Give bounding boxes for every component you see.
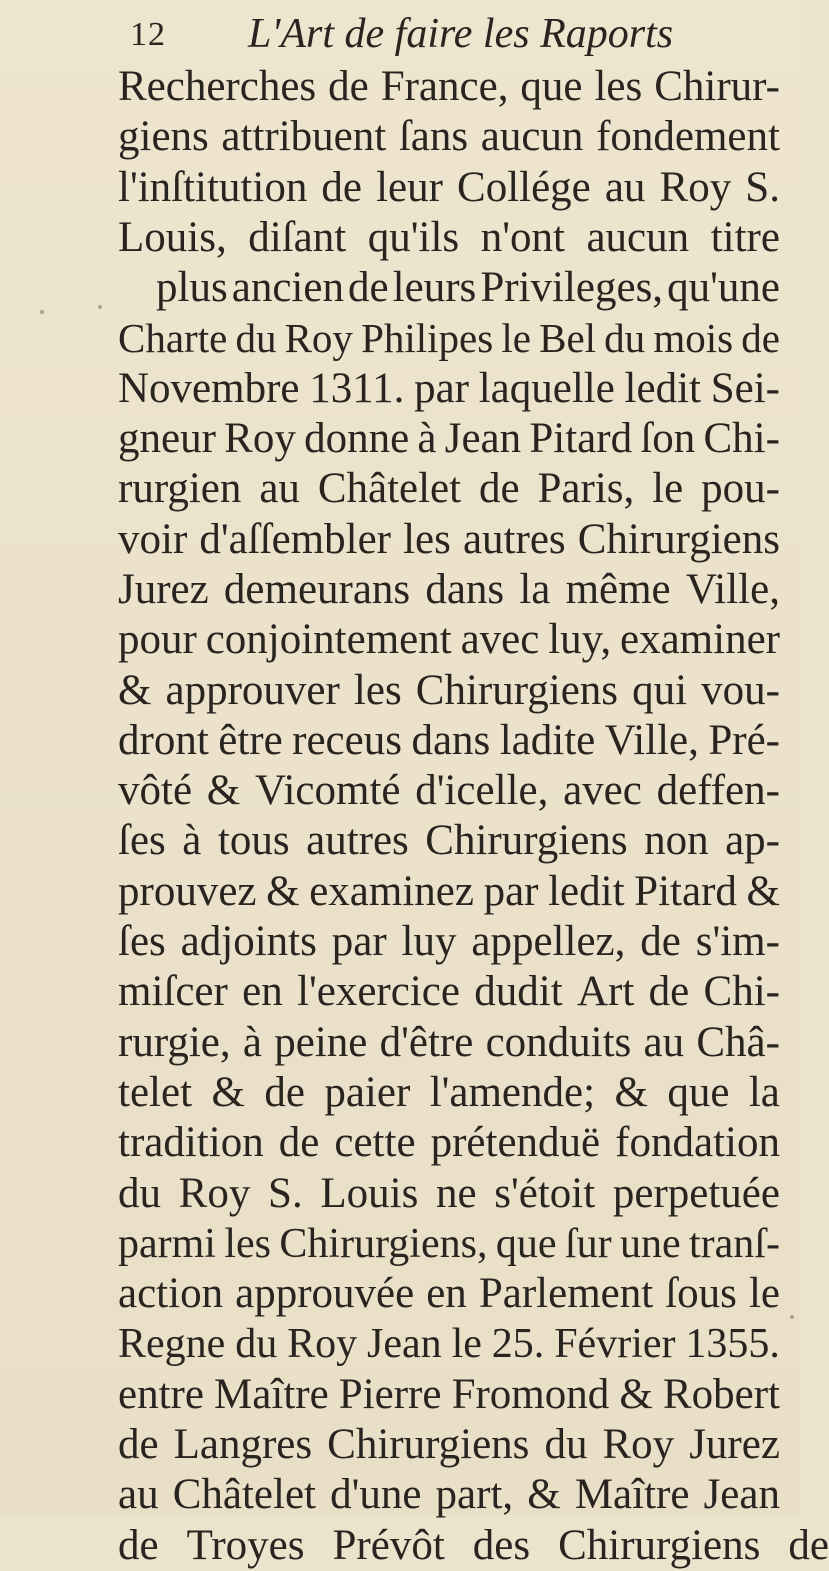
word: prétenduë <box>430 1119 601 1167</box>
word: de <box>278 1119 320 1167</box>
word: ſur <box>564 1220 612 1267</box>
word: dans <box>411 716 491 764</box>
word: ſon <box>640 415 696 463</box>
word: de <box>741 315 780 362</box>
word: parmi <box>118 1220 216 1267</box>
word: Pierre <box>338 1370 442 1418</box>
text-line <box>118 163 780 213</box>
word: Charte <box>118 315 228 362</box>
word: de <box>321 163 362 211</box>
ink-speck <box>40 310 44 314</box>
word: conjointement <box>205 616 452 664</box>
word: vôté <box>118 767 193 815</box>
text-line <box>118 1470 780 1520</box>
text-line <box>118 62 780 112</box>
word: Robert <box>662 1370 780 1418</box>
word: & <box>614 1068 648 1116</box>
word: examinez <box>309 867 474 915</box>
word: Chirurgiens, <box>279 1220 488 1267</box>
word: S. <box>745 163 780 211</box>
word: & <box>527 1471 561 1519</box>
word: les <box>224 1220 272 1267</box>
word: dudit <box>474 968 563 1016</box>
word: de <box>348 264 389 312</box>
word: Chirurgiens <box>425 817 628 865</box>
word: Jean <box>703 1471 780 1519</box>
text-line <box>118 1219 780 1269</box>
word: Novembre <box>118 364 300 412</box>
word: à <box>242 1018 262 1066</box>
word: ancien <box>231 264 344 312</box>
word: Ville, <box>604 716 699 764</box>
word: du <box>544 1421 588 1469</box>
text-line <box>118 1420 780 1470</box>
word: & <box>211 1068 245 1116</box>
word: laquelle <box>478 364 615 412</box>
word: des <box>472 1521 531 1569</box>
text-line <box>118 313 780 363</box>
word: rurgie, <box>118 1018 231 1066</box>
text-line <box>118 1521 829 1571</box>
word: en <box>426 1270 467 1318</box>
word: le <box>748 1270 780 1318</box>
word: du <box>235 1321 278 1368</box>
word: action <box>118 1270 224 1318</box>
word: ſes <box>118 918 166 966</box>
word: vou- <box>701 666 780 714</box>
text-line <box>118 364 780 414</box>
word: Louis <box>320 1169 419 1217</box>
word: les <box>594 63 643 110</box>
text-line <box>118 515 780 565</box>
word: de <box>788 1521 829 1569</box>
text-line <box>118 1068 780 1118</box>
word: Jean <box>444 415 522 463</box>
word: dront <box>118 716 209 764</box>
word: Chi- <box>703 415 780 463</box>
text-line <box>118 867 780 917</box>
text-line <box>118 1269 780 1319</box>
word: ap- <box>725 817 780 865</box>
ink-speck <box>98 305 102 309</box>
word: non <box>644 817 709 865</box>
word: Troyes <box>186 1521 305 1569</box>
word: d'être <box>379 1018 474 1066</box>
word: pour <box>118 616 197 664</box>
word: demeurans <box>223 565 411 613</box>
word: d'aſſembler <box>199 515 391 563</box>
word: de <box>640 918 681 966</box>
word: la <box>519 565 551 613</box>
word: le <box>652 465 684 513</box>
word: qui <box>632 666 688 714</box>
word: Pitard <box>634 867 737 915</box>
word: receus <box>292 716 402 764</box>
word: rurgien <box>118 465 242 513</box>
word: Châtelet <box>317 465 462 513</box>
word: Fromond <box>451 1370 610 1418</box>
word: Châ- <box>696 1018 780 1066</box>
word: les <box>403 515 451 563</box>
word: Chirurgiens <box>558 1521 761 1569</box>
word: du <box>604 315 646 362</box>
word: Maître <box>214 1370 329 1418</box>
word: appellez, <box>471 918 626 966</box>
word: Bel <box>539 315 597 362</box>
text-line <box>118 414 780 464</box>
word: & <box>118 666 152 714</box>
word: même <box>565 565 671 613</box>
word: par <box>331 918 387 966</box>
word: Pré- <box>708 716 780 764</box>
word: Roy <box>602 1421 675 1469</box>
word: & <box>206 767 241 815</box>
word: le <box>451 1321 482 1368</box>
text-line <box>118 1319 780 1369</box>
word: ledit <box>624 364 701 412</box>
word: paier <box>324 1068 411 1116</box>
word: de <box>118 1421 159 1469</box>
word: l'amende; <box>429 1068 596 1116</box>
word: Privileges, <box>480 264 664 312</box>
word: Louis, <box>118 213 227 261</box>
word: de <box>264 1068 305 1116</box>
word: Février <box>554 1321 676 1368</box>
word: adjoints <box>180 918 317 966</box>
word: ladite <box>499 716 596 764</box>
word: ſans <box>398 113 469 161</box>
word: telet <box>118 1068 193 1116</box>
word: approuvée <box>235 1270 415 1318</box>
word: d'une <box>330 1471 422 1519</box>
word: part, <box>435 1471 514 1519</box>
word: s'im- <box>695 918 780 966</box>
word: perpetuée <box>612 1169 780 1217</box>
word: du <box>118 1169 161 1217</box>
word: Paris, <box>537 465 635 513</box>
word: Chirurgiens <box>577 515 780 563</box>
word: plus <box>156 264 228 312</box>
word: 1355. <box>685 1321 780 1368</box>
word: peine <box>274 1018 368 1066</box>
word: conduits <box>485 1018 632 1066</box>
word: leur <box>376 163 443 211</box>
word: autres <box>462 515 566 563</box>
word: approuver <box>165 666 340 714</box>
word: qu'ils <box>367 213 460 261</box>
word: Jurez <box>689 1421 780 1469</box>
word: Art <box>576 968 635 1016</box>
text-line <box>118 967 780 1017</box>
word: & <box>619 1370 653 1418</box>
word: luy, <box>548 616 612 664</box>
text-line <box>118 213 780 263</box>
text-line <box>118 112 780 162</box>
body-text <box>118 62 829 1571</box>
word: titre <box>710 213 780 261</box>
word: Collége <box>457 163 591 211</box>
word: que <box>520 63 583 110</box>
text-line <box>118 263 780 313</box>
word: au <box>604 163 646 211</box>
word: S. <box>268 1169 303 1217</box>
word: luy <box>401 918 457 966</box>
word: aucun <box>480 113 584 161</box>
word: giens <box>118 113 209 161</box>
text-line <box>118 565 780 615</box>
text-line <box>118 917 780 967</box>
word: dans <box>425 565 505 613</box>
word: que <box>667 1068 730 1116</box>
word: Vicomté <box>255 767 401 815</box>
word: & <box>746 867 780 915</box>
word: Prévôt <box>332 1521 445 1569</box>
word: le <box>501 315 531 362</box>
word: être <box>218 716 283 764</box>
word: attribuent <box>221 113 387 161</box>
word: la <box>748 1068 780 1116</box>
word: 25. <box>491 1321 545 1368</box>
text-line <box>118 666 780 716</box>
word: Roy <box>287 1321 358 1368</box>
word: au <box>643 1018 685 1066</box>
word: Sei- <box>710 364 780 412</box>
word: à <box>182 817 202 865</box>
word: ſes <box>118 817 166 865</box>
word: 1311. <box>309 364 405 412</box>
running-title: L'Art de faire les Raports <box>248 11 674 57</box>
word: examiner <box>620 616 780 664</box>
word: Chirurgiens <box>327 1421 530 1469</box>
word: autres <box>306 817 409 865</box>
word: n'ont <box>480 213 565 261</box>
word: deffen- <box>656 767 780 815</box>
word: Châtelet <box>172 1471 316 1519</box>
running-head <box>130 10 740 60</box>
word: Maître <box>574 1471 690 1519</box>
word: cette <box>334 1119 416 1167</box>
word: s'étoit <box>494 1169 596 1217</box>
word: leurs <box>392 264 477 312</box>
word: entre <box>118 1370 204 1418</box>
word: Ville, <box>685 565 780 613</box>
word: prouvez <box>118 867 257 915</box>
text-line <box>118 1370 780 1420</box>
word: Roy <box>178 1169 251 1217</box>
word: Philipes <box>361 315 494 362</box>
word: l'exercice <box>297 968 460 1016</box>
text-line <box>118 464 780 514</box>
word: Jean <box>367 1321 442 1368</box>
word: en <box>242 968 283 1016</box>
text-line <box>118 766 780 816</box>
word: miſcer <box>118 968 228 1016</box>
word: Roy <box>224 415 296 463</box>
word: de <box>328 63 369 110</box>
word: qu'une <box>667 264 780 312</box>
word: par <box>414 364 469 412</box>
word: aucun <box>586 213 690 261</box>
word: gneur <box>118 415 216 463</box>
word: une <box>619 1220 681 1267</box>
word: Langres <box>173 1421 313 1469</box>
word: donne <box>304 415 410 463</box>
text-line <box>118 1018 780 1068</box>
word: Parlement <box>478 1270 654 1318</box>
word: avec <box>563 767 642 815</box>
word: diſant <box>248 213 347 261</box>
word: tranſ- <box>689 1220 780 1267</box>
word: l'inſtitution <box>118 163 308 211</box>
word: Roy <box>284 315 353 362</box>
word: d'icelle, <box>415 767 549 815</box>
word: Chi- <box>703 968 780 1016</box>
word: Pitard <box>529 415 633 463</box>
word: tradition <box>118 1119 264 1167</box>
word: au <box>118 1471 159 1519</box>
word: de <box>479 465 520 513</box>
word: pou- <box>701 465 780 513</box>
word: Roy <box>659 163 732 211</box>
word: que <box>495 1220 557 1267</box>
word: par <box>483 867 539 915</box>
word: Regne <box>118 1321 226 1368</box>
text-line <box>118 716 780 766</box>
word: fondement <box>596 113 780 161</box>
word: tous <box>217 817 290 865</box>
word: Chirurgiens <box>415 666 619 714</box>
word: Jurez <box>118 565 209 613</box>
word: de <box>648 968 690 1016</box>
word: fondation <box>615 1119 780 1167</box>
page-number: 12 <box>130 16 166 53</box>
word: de <box>118 1521 159 1569</box>
word: & <box>266 867 300 915</box>
text-line <box>118 615 780 665</box>
word: ledit <box>548 867 625 915</box>
word: du <box>235 315 277 362</box>
text-line <box>118 816 780 866</box>
word: à <box>417 415 437 463</box>
word: au <box>259 465 300 513</box>
text-line <box>118 1118 780 1168</box>
word: Chirur- <box>654 63 780 110</box>
word: France, <box>380 63 509 110</box>
word: Recherches <box>118 63 317 110</box>
word: avec <box>460 616 540 664</box>
word: voir <box>118 515 188 563</box>
word: les <box>353 666 402 714</box>
ink-speck <box>790 1315 794 1319</box>
text-line <box>118 1169 780 1219</box>
word: mois <box>653 315 734 362</box>
word: ne <box>436 1169 477 1217</box>
word: ſous <box>665 1270 737 1318</box>
